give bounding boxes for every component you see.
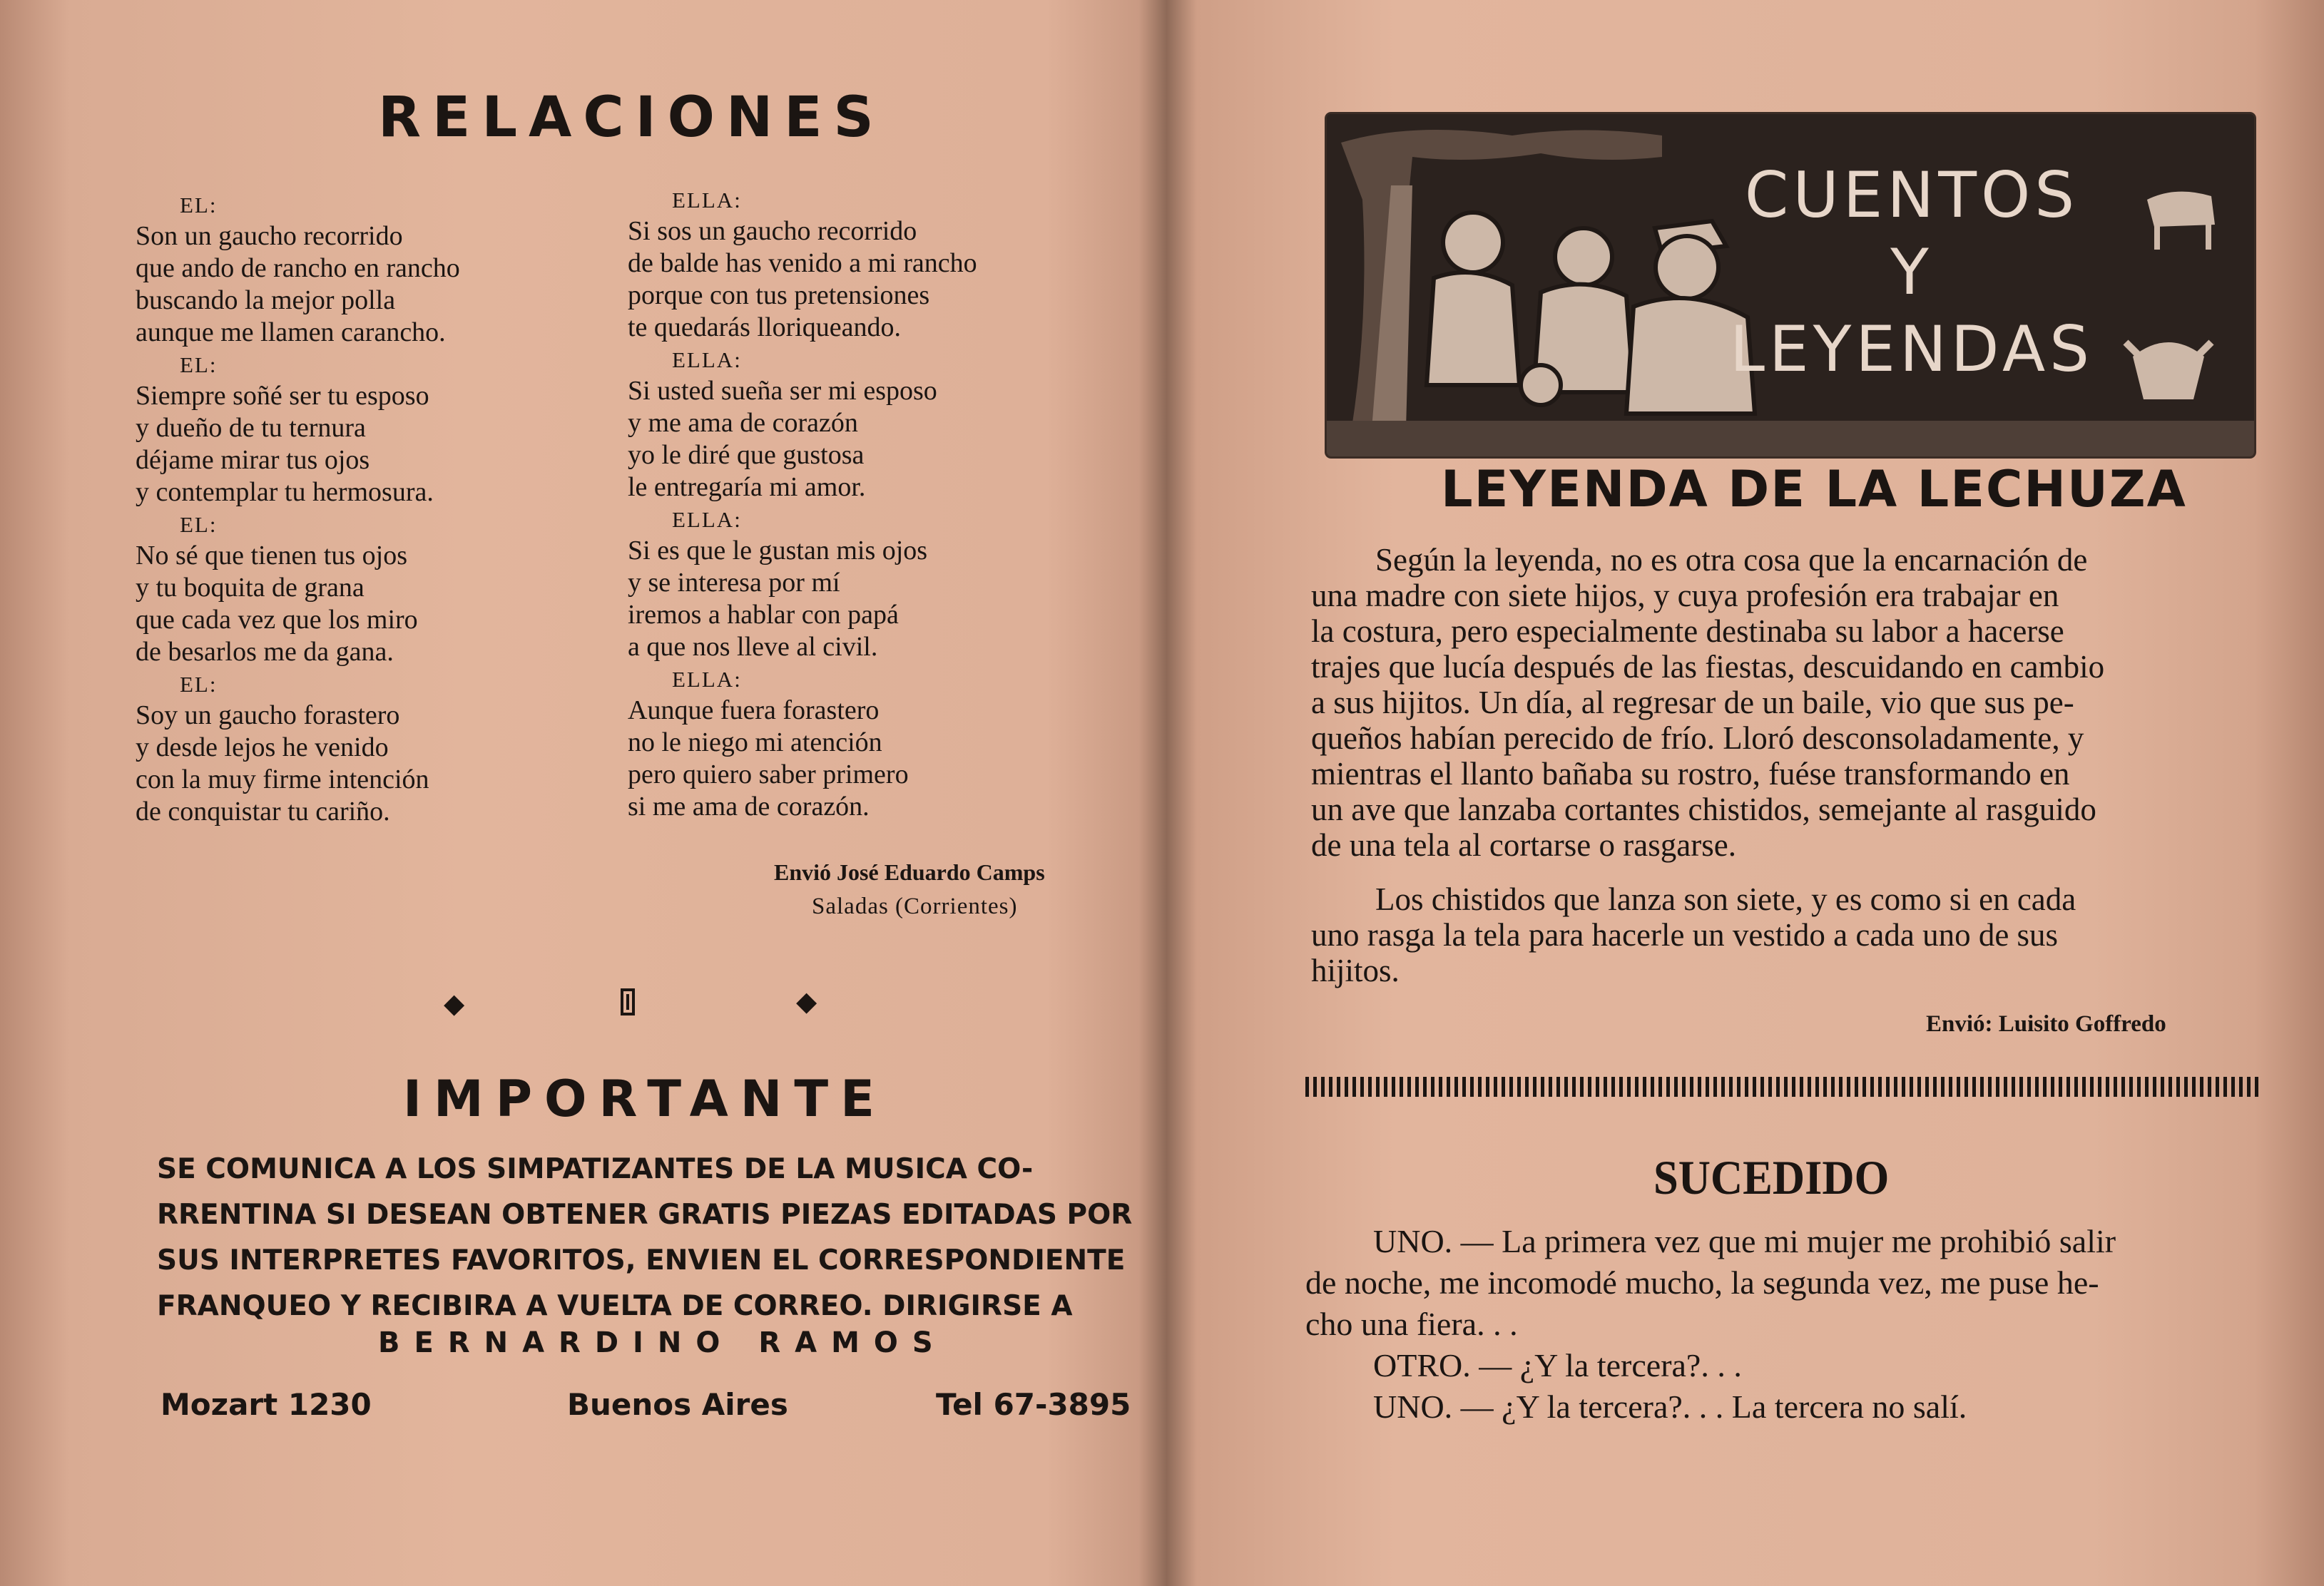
text-line: a sus hijitos. Un día, al regresar de un baile, vio que sus pe- <box>1311 685 2074 720</box>
contact-phone: Tel 67-3895 <box>936 1387 1131 1422</box>
speaker-label: ELLA: <box>672 507 742 532</box>
text-line: Los chistidos que lanza son siete, y es como si en cada <box>1375 881 2076 917</box>
poem-right-column <box>628 184 977 823</box>
verse-line: y me ama de corazón <box>628 408 858 438</box>
verse-line: de balde has venido a mi rancho <box>628 248 977 278</box>
verse-line: a que nos lleve al civil. <box>628 632 878 662</box>
verse-line: de conquistar tu cariño. <box>136 797 390 827</box>
text-line: la costura, pero especialmente destinaba su labor a hacerse <box>1311 613 2064 649</box>
stanza <box>628 345 977 503</box>
verse-line: te quedarás lloriqueando. <box>628 312 902 342</box>
verse-line: no le niego mi atención <box>628 727 882 757</box>
verse-line: con la muy firme intención <box>136 764 429 794</box>
notice-line: SUS INTERPRETES FAVORITOS, ENVIEN EL CORRESPONDIENTE <box>157 1244 1126 1277</box>
importante-title: IMPORTANTE <box>403 1070 887 1128</box>
verse-line: buscando la mejor polla <box>136 285 396 315</box>
banner-line: LEYENDAS <box>1729 312 2094 386</box>
text-line: hijitos. <box>1311 953 1400 988</box>
verse-line: iremos a hablar con papá <box>628 600 899 630</box>
relaciones-title: RELACIONES <box>378 86 885 150</box>
verse-line: y desde lejos he venido <box>136 732 389 762</box>
verse-line: Si sos un gaucho recorrido <box>628 216 917 246</box>
stanza <box>136 510 460 668</box>
leyenda-sender: Envió: Luisito Goffredo <box>1926 1011 2166 1037</box>
diamond-ornament-icon: ◆ <box>796 986 817 1017</box>
text-line: trajes que lucía después de las fiestas, descuidando en cambio <box>1311 649 2105 685</box>
verse-line: Si usted sueña ser mi esposo <box>628 376 937 406</box>
stanza <box>628 505 977 663</box>
verse-line: Soy un gaucho forastero <box>136 700 400 730</box>
text-line: UNO. — ¿Y la tercera?. . . La tercera no salí. <box>1373 1388 1967 1425</box>
text-line: de noche, me incomodé mucho, la segunda vez, me puse he- <box>1305 1264 2099 1301</box>
leyenda-title: LEYENDA DE LA LECHUZA <box>1441 460 2187 518</box>
text-line: queños habían perecido de frío. Lloró desconsoladamente, y <box>1311 720 2084 756</box>
notice-line: RRENTINA SI DESEAN OBTENER GRATIS PIEZAS EDITADAS POR <box>157 1199 1133 1231</box>
verse-line: de besarlos me da gana. <box>136 637 394 667</box>
leyenda-paragraph-2 <box>1311 881 2267 988</box>
banner-line: CUENTOS <box>1744 158 2079 232</box>
text-line: cho una fiera. . . <box>1305 1306 1518 1342</box>
verse-line: si me ama de corazón. <box>628 792 870 822</box>
importante-notice <box>157 1147 1133 1329</box>
contact-city: Buenos Aires <box>567 1387 788 1422</box>
right-page <box>1206 0 2324 1586</box>
verse-line: Son un gaucho recorrido <box>136 221 403 251</box>
text-line: un ave que lanzaba cortantes chistidos, semejante al rasguido <box>1311 792 2096 827</box>
verse-line: y contemplar tu hermosura. <box>136 477 434 507</box>
speaker-label: ELLA: <box>672 667 742 692</box>
diamond-ornament-icon: ◆ <box>444 988 465 1019</box>
contact-address: Mozart 1230 <box>160 1387 372 1422</box>
verse-line: que ando de rancho en rancho <box>136 253 460 283</box>
verse-line: Si es que le gustan mis ojos <box>628 536 928 566</box>
stanza <box>628 665 977 823</box>
banner-title <box>1712 157 2111 388</box>
speaker-label: EL: <box>180 672 218 697</box>
text-line: una madre con siete hijos, y cuya profesión era trabajar en <box>1311 578 2059 613</box>
verse-line: Siempre soñé ser tu esposo <box>136 381 429 411</box>
verse-line: que cada vez que los miro <box>136 605 418 635</box>
text-line: de una tela al cortarse o rasgarse. <box>1311 827 1736 863</box>
stanza <box>136 670 460 828</box>
section-divider <box>1305 1077 2261 1097</box>
cuentos-banner <box>1327 114 2254 456</box>
notice-line: FRANQUEO Y RECIBIRA A VUELTA DE CORREO. DIRIGIRSE A <box>157 1290 1073 1322</box>
stanza <box>136 350 460 508</box>
text-line: Según la leyenda, no es otra cosa que la encarnación de <box>1375 542 2088 578</box>
banner-line: Y <box>1890 235 1933 309</box>
notice-line: SE COMUNICA A LOS SIMPATIZANTES DE LA MUSICA CO- <box>157 1153 1034 1185</box>
verse-line: porque con tus pretensiones <box>628 280 930 310</box>
stanza <box>628 185 977 344</box>
text-line: uno rasga la tela para hacerle un vestido a cada uno de sus <box>1311 917 2059 953</box>
speaker-label: ELLA: <box>672 347 742 372</box>
speaker-label: ELLA: <box>672 188 742 213</box>
stanza <box>136 190 460 349</box>
leyenda-paragraph-1 <box>1311 542 2267 863</box>
relaciones-sender: Envió José Eduardo Camps <box>774 859 1045 885</box>
verse-line: le entregaría mi amor. <box>628 472 866 502</box>
verse-line: Aunque fuera forastero <box>628 695 880 725</box>
poem-left-column <box>136 189 460 828</box>
verse-line: No sé que tienen tus ojos <box>136 541 408 571</box>
relaciones-place: Saladas (Corrientes) <box>812 894 1018 919</box>
speaker-label: EL: <box>180 352 218 377</box>
verse-line: yo le diré que gustosa <box>628 440 865 470</box>
text-line: mientras el llanto bañaba su rostro, fuése transformando en <box>1311 756 2070 792</box>
verse-line: y tu boquita de grana <box>136 573 365 603</box>
speaker-label: EL: <box>180 512 218 537</box>
bar-ornament-icon <box>621 988 635 1015</box>
verse-line: pero quiero saber primero <box>628 759 909 789</box>
speaker-label: EL: <box>180 193 218 218</box>
sucedido-text <box>1305 1221 2261 1428</box>
verse-line: aunque me llamen carancho. <box>136 317 446 347</box>
verse-line: y dueño de tu ternura <box>136 413 366 443</box>
contact-name: BERNARDINO RAMOS <box>378 1326 947 1359</box>
verse-line: déjame mirar tus ojos <box>136 445 370 475</box>
sucedido-title: SUCEDIDO <box>1653 1150 1890 1204</box>
text-line: UNO. — La primera vez que mi mujer me prohibió salir <box>1373 1223 2116 1259</box>
text-line: OTRO. — ¿Y la tercera?. . . <box>1373 1347 1742 1383</box>
verse-line: y se interesa por mí <box>628 568 840 598</box>
